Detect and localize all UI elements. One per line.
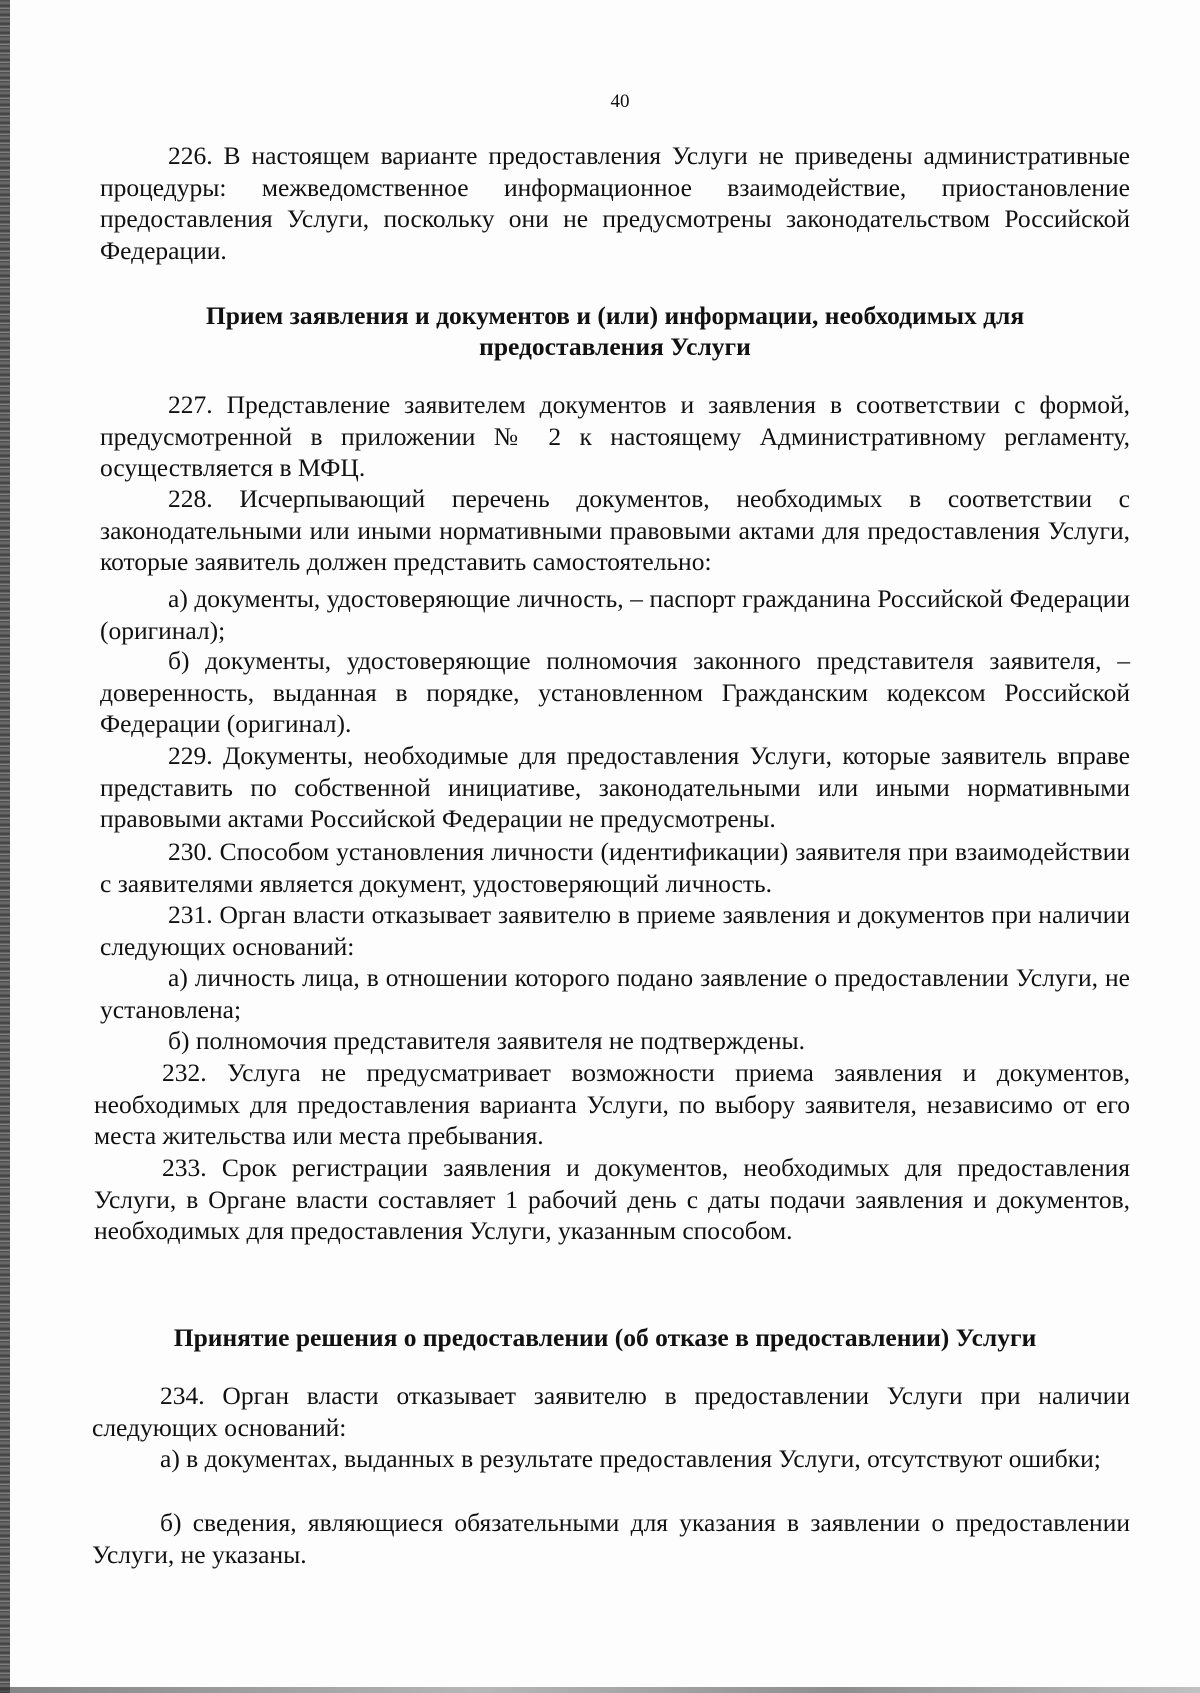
- paragraph-231-a: а) личность лица, в отношении которого подано заявление о предоставлении Услуги, не установлена;: [100, 963, 1130, 1024]
- paragraph-230: 230. Способом установления личности (идентификации) заявителя при взаимодействии с заявителями является документ, удостоверяющий личность.: [100, 837, 1130, 898]
- scan-edge-artifact: [0, 0, 10, 1693]
- scan-bottom-artifact: [0, 1687, 1200, 1693]
- paragraph-228-b: б) документы, удостоверяющие полномочия законного представителя заявителя, – доверенность, выданная в порядке, установленном Гражданским кодексом Российской Федерации (оригинал).: [100, 646, 1130, 738]
- paragraph-228: 228. Исчерпывающий перечень документов, необходимых в соответствии с законодательными или иными нормативными правовыми актами для предоставления Услуги, которые заявитель должен представить самостоятельно:: [100, 484, 1130, 576]
- section-heading-reception: Прием заявления и документов и (или) информации, необходимых для предоставления Услуги: [205, 301, 1025, 361]
- paragraph-229: 229. Документы, необходимые для предоставления Услуги, которые заявитель вправе представить по собственной инициативе, законодательными или иными нормативными правовыми актами Российской Федерации не предусмотрены.: [100, 741, 1130, 833]
- section-heading-decision: Принятие решения о предоставлении (об отказе в предоставлении) Услуги: [173, 1323, 1037, 1352]
- paragraph-231-b: б) полномочия представителя заявителя не подтверждены.: [168, 1026, 806, 1055]
- paragraph-227: 227. Представление заявителем документов и заявления в соответствии с формой, предусмотренной в приложении № 2 к настоящему Административному регламенту, осуществляется в МФЦ.: [100, 390, 1130, 482]
- paragraph-234-a: а) в документах, выданных в результате предоставления Услуги, отсутствуют ошибки;: [160, 1444, 1101, 1473]
- paragraph-234: 234. Орган власти отказывает заявителю в предоставлении Услуги при наличии следующих оснований:: [92, 1381, 1130, 1442]
- page-number: 40: [610, 91, 630, 112]
- paragraph-231: 231. Орган власти отказывает заявителю в приеме заявления и документов при наличии следующих оснований:: [100, 900, 1130, 961]
- paragraph-228-a: а) документы, удостоверяющие личность, – паспорт гражданина Российской Федерации (оригинал);: [100, 584, 1130, 645]
- paragraph-232: 232. Услуга не предусматривает возможности приема заявления и документов, необходимых для предоставления варианта Услуги, по выбору заявителя, независимо от его места жительства или места пребывания.: [94, 1058, 1130, 1150]
- paragraph-233: 233. Срок регистрации заявления и документов, необходимых для предоставления Услуги, в Органе власти составляет 1 рабочий день с даты подачи заявления и документов, необходимых для предоставления Услуги, указанным способом.: [94, 1153, 1130, 1245]
- paragraph-234-b: б) сведения, являющиеся обязательными для указания в заявлении о предоставлении Услуги, не указаны.: [92, 1508, 1130, 1569]
- paragraph-226: 226. В настоящем варианте предоставления Услуги не приведены административные процедуры: межведомственное информационное взаимодействие, приостановление предоставления Услуги, поскольку они не предусмотрены законодательством Российской Федерации.: [100, 141, 1130, 265]
